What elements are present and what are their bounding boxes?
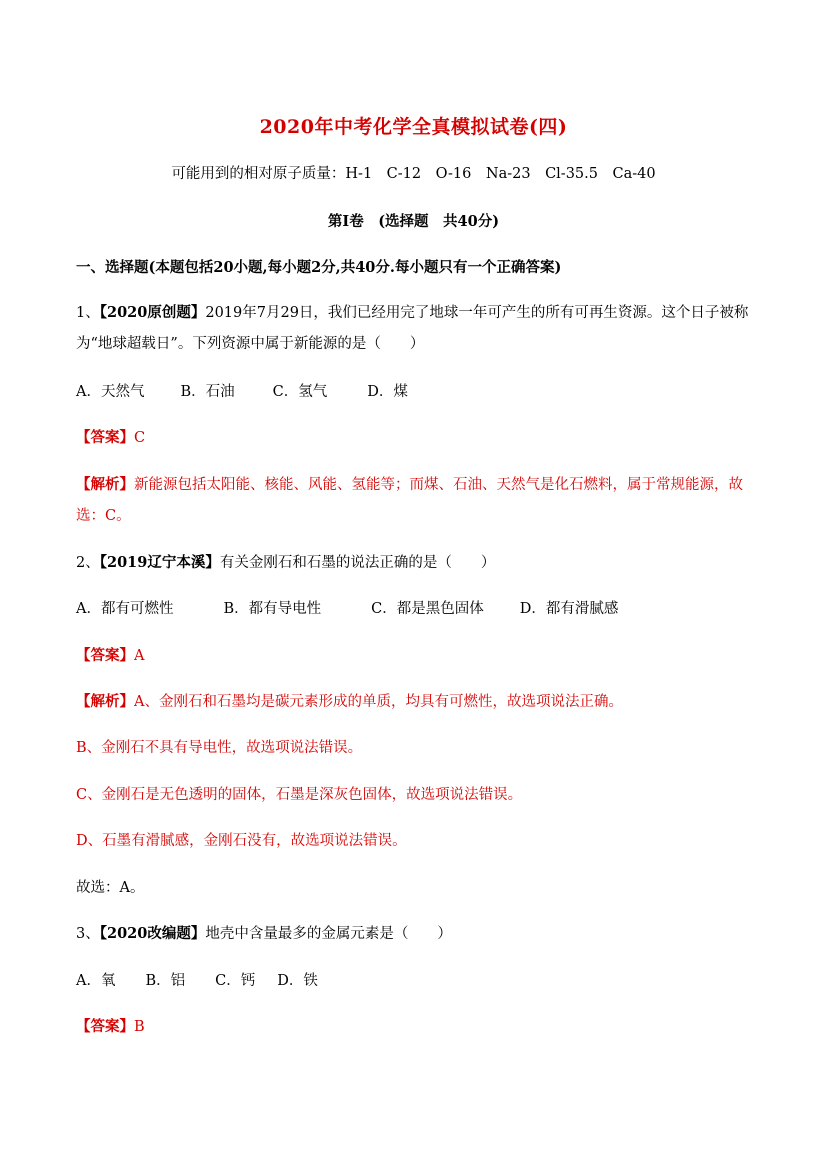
analysis-label: 【解析】 — [76, 476, 134, 493]
question-2-analysis-d: D、石墨有滑腻感，金刚石没有，故选项说法错误。 — [76, 833, 407, 849]
answer-value: C — [134, 430, 146, 446]
question-2-analysis-b: B、金刚石不具有导电性，故选项说法错误。 — [76, 740, 363, 756]
question-1-analysis-line2: 选：C。 — [76, 508, 131, 524]
question-1-tag: 【2020原创题】 — [99, 304, 206, 321]
question-2-option-a: A．都有可燃性 — [76, 601, 174, 617]
question-3-tag: 【2020改编题】 — [99, 925, 206, 942]
question-2-option-b: B．都有导电性 — [223, 601, 322, 617]
answer-label: 【答案】 — [76, 1018, 134, 1035]
atomic-masses-note: 可能用到的相对原子质量：H-1 C-12 O-16 Na-23 Cl-35.5 Ca-40 — [171, 166, 656, 182]
question-3-option-b: B．铝 — [145, 973, 186, 989]
question-3-answer — [76, 1017, 145, 1037]
question-1-option-c: C．氢气 — [272, 384, 328, 400]
question-1-option-a: A．天然气 — [76, 384, 145, 400]
page-title: 2020年中考化学全真模拟试卷(四) — [259, 116, 568, 138]
question-3-text: 地壳中含量最多的金属元素是（ ） — [205, 926, 452, 942]
part-heading: 第Ⅰ卷 (选择题 共40分) — [327, 213, 500, 230]
question-3-option-d: D．铁 — [277, 973, 318, 989]
question-2-option-d: D．都有滑腻感 — [519, 601, 619, 617]
question-1-option-b: B．石油 — [180, 384, 235, 400]
question-1-option-d: D．煤 — [367, 384, 408, 400]
question-3-stem — [76, 924, 452, 944]
analysis-label: 【解析】 — [76, 693, 134, 710]
question-1-number: 1、 — [76, 305, 100, 321]
question-3-option-a: A．氧 — [76, 973, 116, 989]
question-2-number: 2、 — [76, 555, 100, 571]
analysis-text: 新能源包括太阳能、核能、风能、氢能等；而煤、石油、天然气是化石燃料，属于常规能源，故 — [134, 477, 743, 493]
analysis-text: A、金刚石和石墨均是碳元素形成的单质，均具有可燃性，故选项说法正确。 — [134, 694, 623, 710]
answer-value: B — [134, 1019, 145, 1035]
question-2-options — [76, 599, 652, 619]
question-2-answer — [76, 646, 144, 666]
answer-label: 【答案】 — [76, 647, 134, 664]
section-heading: 一、选择题(本题包括20小题,每小题2分,共40分.每小题只有一个正确答案) — [76, 259, 562, 276]
question-3-number: 3、 — [76, 926, 100, 942]
question-1-analysis-line1 — [76, 475, 743, 495]
answer-label: 【答案】 — [76, 429, 134, 446]
question-2-stem — [76, 553, 495, 573]
question-1-stem-line2: 为“地球超载日”。下列资源中属于新能源的是（ ） — [76, 336, 425, 352]
question-2-text: 有关金刚石和石墨的说法正确的是（ ） — [219, 555, 496, 571]
question-2-analysis-line1 — [76, 692, 623, 712]
question-1-stem-line1 — [76, 303, 748, 323]
question-1-answer — [76, 428, 145, 448]
answer-value: A — [134, 648, 145, 664]
question-3-options — [76, 971, 352, 991]
question-2-conclusion: 故选：A。 — [76, 880, 145, 896]
question-2-tag: 【2019辽宁本溪】 — [99, 554, 220, 571]
question-1-options — [76, 382, 442, 402]
question-2-analysis-c: C、金刚石是无色透明的固体，石墨是深灰色固体，故选项说法错误。 — [76, 787, 523, 803]
question-2-option-c: C．都是黑色固体 — [371, 601, 484, 617]
question-3-option-c: C．钙 — [215, 973, 256, 989]
question-1-text: 2019年7月29日，我们已经用完了地球一年可产生的所有可再生资源。这个日子被称 — [205, 305, 749, 321]
